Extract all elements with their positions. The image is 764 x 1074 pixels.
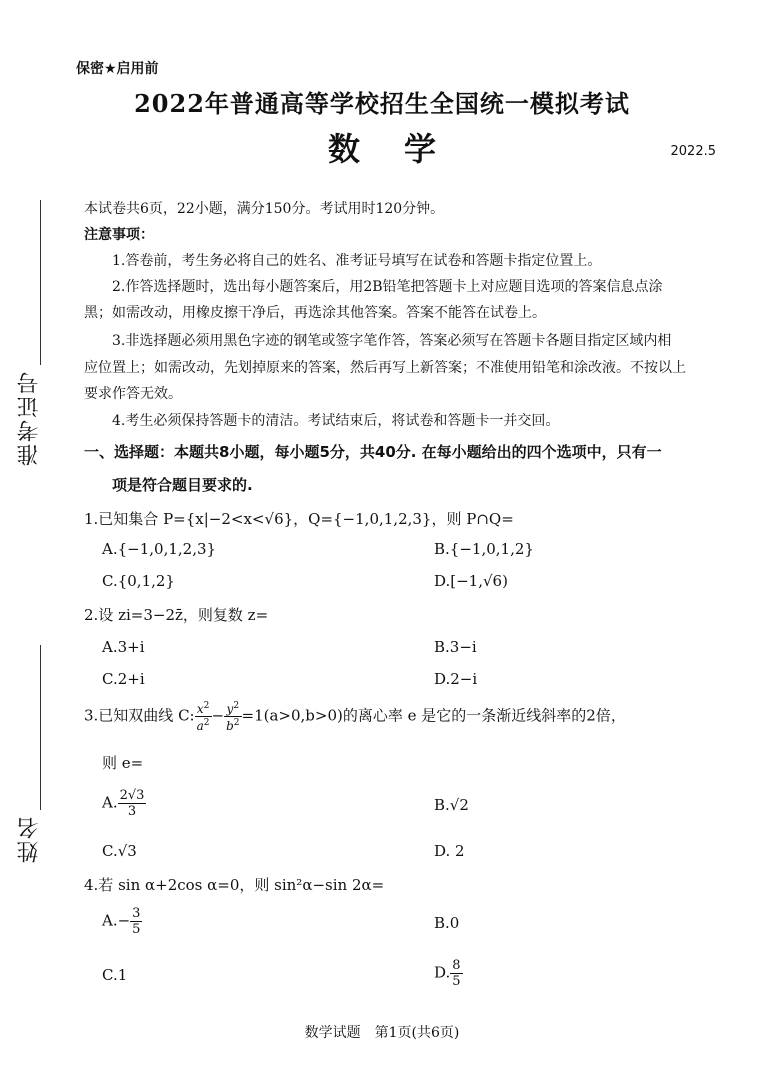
exam-id-field <box>12 370 46 466</box>
q4-option-b: B.0 <box>434 914 460 932</box>
q3-fraction-x: $\frac{x^2}{a^2}$ <box>196 701 210 733</box>
q3-option-c: C.√3 <box>102 842 137 860</box>
q4-option-d-numerator: 8 <box>452 958 461 973</box>
q3-option-a-denominator: 3 <box>127 804 137 819</box>
binding-line-top <box>40 200 41 365</box>
page-footer: 数学试题 第1页(共6页) <box>304 1025 460 1041</box>
subject-char-1: 数 <box>327 130 360 168</box>
q4-option-d-denominator: 5 <box>452 974 461 989</box>
q4-option-a <box>102 906 142 937</box>
q2-option-a: A.3+i <box>102 638 145 656</box>
subject-char-2: 学 <box>404 130 437 168</box>
q4-option-a-fraction <box>130 906 142 937</box>
q3-suffix: =1(a>0,b>0)的离心率 e 是它的一条渐近线斜率的2倍， <box>241 706 626 725</box>
q4-option-c: C.1 <box>102 966 128 984</box>
note-3-line-2: 应位置上；如需改动，先划掉原来的答案，然后再写上新答案；不准使用铅笔和涂改液。不按以上 <box>84 360 686 376</box>
note-2-line-2: 黑；如需改动，用橡皮擦干净后，再选涂其他答案。答案不能答在试卷上。 <box>84 305 546 321</box>
q1-option-d: D.[−1,√6) <box>434 572 508 590</box>
q1-option-a: A.{−1,0,1,2,3} <box>102 540 217 558</box>
question-4: 4.若 sin α+2cos α=0，则 sin²α−sin 2α= <box>84 876 385 894</box>
q4-option-d-fraction <box>450 958 462 989</box>
name-field <box>12 815 46 863</box>
confidential-label: 保密★启用前 <box>76 61 159 77</box>
q4-option-d <box>434 958 463 989</box>
q3-option-a-numerator: 2√3 <box>119 788 145 803</box>
subject-title <box>0 124 764 170</box>
q1-option-c: C.{0,1,2} <box>102 572 175 590</box>
q3-prefix: 3.已知双曲线 C: <box>84 706 195 725</box>
section-heading-line-2: 项是符合题目要求的. <box>112 476 253 494</box>
section-heading-line-1: 一、选择题：本题共8小题，每小题5分，共40分. 在每小题给出的四个选项中，只有一 <box>84 443 662 461</box>
notes-heading: 注意事项： <box>84 227 154 243</box>
q4-option-a-denominator: 5 <box>132 922 141 937</box>
q3-option-a-fraction <box>118 788 147 819</box>
q3-option-a-label: A. <box>102 793 118 812</box>
q3-fraction-y: $\frac{y^2}{b^2}$ <box>226 701 240 733</box>
exam-id-label: 准考证号 <box>16 370 42 466</box>
question-1: 1.已知集合 P={x|−2<x<√6}，Q={−1,0,1,2,3}，则 P∩Q= <box>84 510 514 528</box>
q4-option-a-label: A.− <box>102 911 131 930</box>
question-2: 2.设 zi=3−2z̄，则复数 z= <box>84 606 269 624</box>
q4-option-d-label: D. <box>434 963 451 982</box>
note-4: 4.考生必须保持答题卡的清洁。考试结束后，将试卷和答题卡一并交回。 <box>112 413 560 429</box>
exam-date: 2022.5 <box>670 144 716 159</box>
note-2-line-1: 2.作答选择题时，选出每小题答案后，用2B铅笔把答题卡上对应题目选项的答案信息点涂 <box>112 279 663 295</box>
question-3: 3.已知双曲线 C: $\frac{x^2}{a^2}$ − $\frac{y^2}{b^2}$ =1(a>0,b>0)的离心率 e 是它的一条渐近线斜率的2倍， <box>84 701 626 733</box>
q3-option-d: D. 2 <box>434 842 465 860</box>
note-1: 1.答卷前，考生务必将自己的姓名、准考证号填写在试卷和答题卡指定位置上。 <box>112 253 602 269</box>
name-label: 姓名 <box>16 815 42 863</box>
q2-option-c: C.2+i <box>102 670 145 688</box>
q1-option-b: B.{−1,0,1,2} <box>434 540 534 558</box>
q3-option-a <box>102 788 146 819</box>
exam-title: 2022年普通高等学校招生全国统一模拟考试 <box>134 89 630 118</box>
intro-text: 本试卷共6页，22小题，满分150分。考试用时120分钟。 <box>84 201 445 217</box>
question-3-line-2: 则 e= <box>102 754 144 772</box>
note-3-line-1: 3.非选择题必须用黑色字迹的钢笔或签字笔作答，答案必须写在答题卡各题目指定区域内相 <box>112 333 672 349</box>
q3-option-b: B.√2 <box>434 796 469 814</box>
note-3-line-3: 要求作答无效。 <box>84 386 182 402</box>
q2-option-d: D.2−i <box>434 670 478 688</box>
binding-line-middle <box>40 645 41 810</box>
q4-option-a-numerator: 3 <box>132 906 141 921</box>
q2-option-b: B.3−i <box>434 638 477 656</box>
